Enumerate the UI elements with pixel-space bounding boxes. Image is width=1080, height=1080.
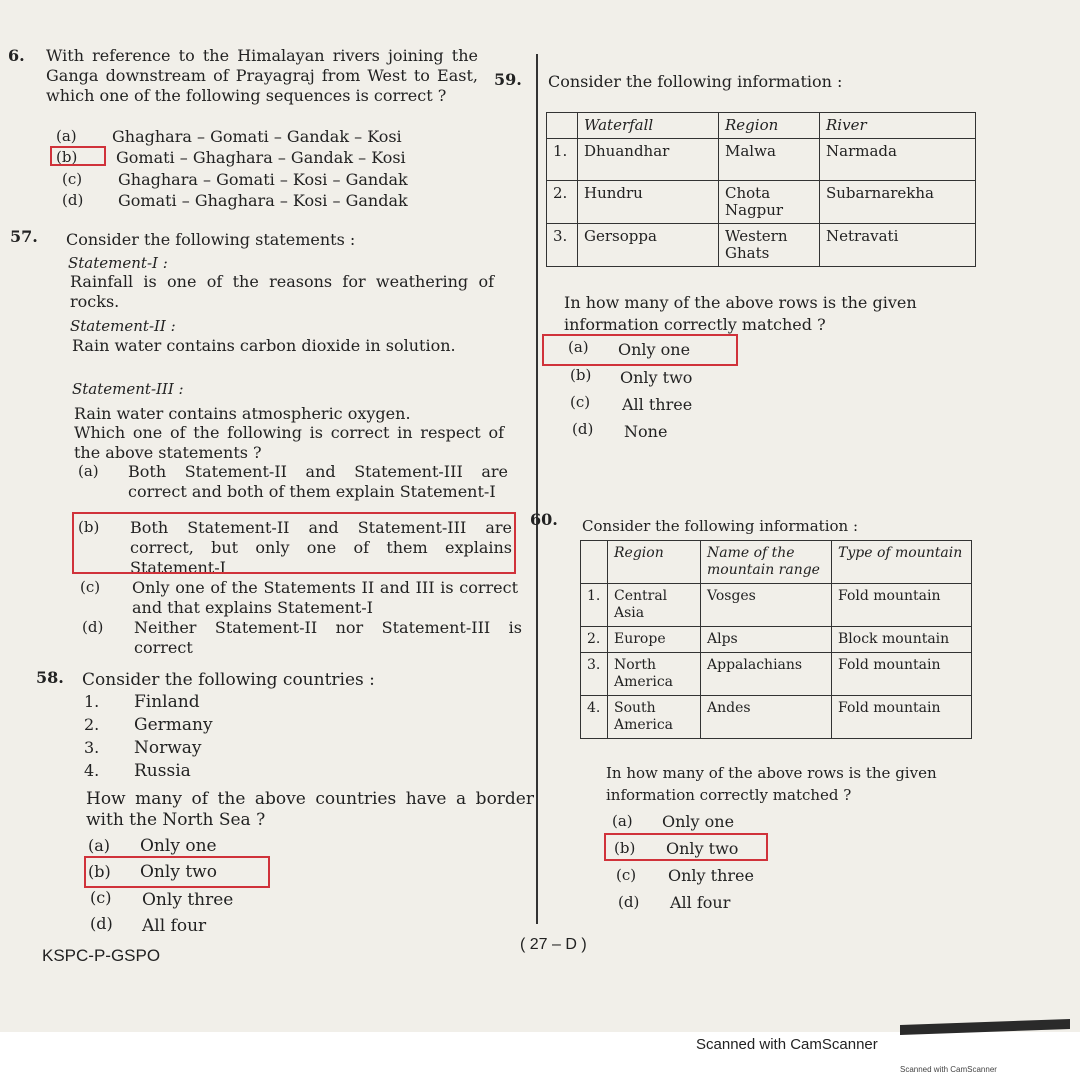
q57-option-b-text: Both Statement-II and Statement-III are correct, but only one of them explains Statement-I <box>130 518 512 577</box>
q60-option-b-label: (b) <box>614 839 636 857</box>
q60-row-3-number: 3. <box>581 653 608 696</box>
q59-row-2-river: Subarnarekha <box>820 181 976 224</box>
page-number: ( 27 – D ) <box>520 936 587 953</box>
q60-table-header-row <box>581 541 972 584</box>
q57-statement1-heading: Statement-I : <box>68 254 168 272</box>
q59-row-3-waterfall: Gersoppa <box>578 224 719 267</box>
q59-row-3-region: Western Ghats <box>719 224 820 267</box>
q59-option-a-text: Only one <box>618 340 691 359</box>
q60-row-3-type: Fold mountain <box>832 653 972 696</box>
q57-number: 57. <box>10 227 38 246</box>
q58-answer-box <box>84 856 270 888</box>
q60-row-2-region: Europe <box>608 627 701 653</box>
q57-option-d-label: (d) <box>82 618 104 636</box>
q59-table <box>546 112 976 267</box>
q60-row-2-range: Alps <box>701 627 832 653</box>
q60-intro: Consider the following information : <box>582 517 859 535</box>
q60-row-1-range: Vosges <box>701 584 832 627</box>
q59-row-3-river: Netravati <box>820 224 976 267</box>
q58-option-b-text: Only two <box>140 862 217 882</box>
q58-country-2: Germany <box>134 715 213 735</box>
q60-option-a-text: Only one <box>662 812 735 831</box>
q58-country-1: Finland <box>134 692 200 712</box>
q57-answer-box <box>72 512 516 574</box>
table-row <box>581 653 972 696</box>
q59-intro: Consider the following information : <box>548 72 843 91</box>
q56-option-a-text: Ghaghara – Gomati – Gandak – Kosi <box>112 127 402 146</box>
q59-table-corner <box>547 113 578 139</box>
q58-number: 58. <box>36 668 64 687</box>
q57-option-d-text: Neither Statement-II nor Statement-III is correct <box>134 618 522 657</box>
q60-row-4-range: Andes <box>701 696 832 739</box>
q60-header-range: Name of the mountain range <box>701 541 832 584</box>
q58-country-3-number: 3. <box>84 738 100 757</box>
q60-option-b-text: Only two <box>666 839 739 858</box>
q58-option-b-label: (b) <box>88 862 111 881</box>
q58-intro: Consider the following countries : <box>82 670 375 690</box>
table-row <box>581 584 972 627</box>
q59-row-2-waterfall: Hundru <box>578 181 719 224</box>
q60-question: In how many of the above rows is the given information correctly matched ? <box>606 764 937 804</box>
column-divider <box>536 54 538 924</box>
q58-option-d-label: (d) <box>90 914 113 933</box>
q58-option-a-label: (a) <box>88 836 111 855</box>
q58-country-1-number: 1. <box>84 692 100 711</box>
q59-header-region: Region <box>719 113 820 139</box>
q57-option-b-label: (b) <box>78 518 100 536</box>
scanner-watermark-small: Scanned with CamScanner <box>900 1065 997 1074</box>
q59-number: 59. <box>494 70 522 89</box>
q59-option-d-text: None <box>624 422 668 441</box>
q57-statement2-heading: Statement-II : <box>70 317 176 335</box>
q56-option-d-label: (d) <box>62 191 84 209</box>
q57-option-c-text: Only one of the Statements II and III is correct and that explains Statement-I <box>132 578 518 617</box>
q58-country-3: Norway <box>134 738 202 758</box>
q59-row-1-region: Malwa <box>719 139 820 181</box>
table-row <box>547 224 976 267</box>
q56-option-a-label: (a) <box>56 127 77 145</box>
q57-option-a-text: Both Statement-II and Statement-III are correct and both of them explain Statement-I <box>128 462 508 501</box>
q58-country-4: Russia <box>134 761 191 781</box>
q59-option-c-text: All three <box>622 395 693 414</box>
q60-row-4-region: South America <box>608 696 701 739</box>
q60-row-3-range: Appalachians <box>701 653 832 696</box>
q60-option-c-label: (c) <box>616 866 637 884</box>
q58-country-2-number: 2. <box>84 715 100 734</box>
q56-option-c-text: Ghaghara – Gomati – Kosi – Gandak <box>118 170 408 189</box>
table-row <box>547 181 976 224</box>
table-row <box>581 627 972 653</box>
q59-row-2-number: 2. <box>547 181 578 224</box>
q60-option-d-text: All four <box>670 893 731 912</box>
q57-statement3-heading: Statement-III : <box>72 380 184 398</box>
q60-row-3-region: North America <box>608 653 701 696</box>
table-row <box>581 696 972 739</box>
q59-row-2-region: Chota Nagpur <box>719 181 820 224</box>
q60-row-1-region: Central Asia <box>608 584 701 627</box>
q57-option-a-label: (a) <box>78 462 99 480</box>
q60-row-1-type: Fold mountain <box>832 584 972 627</box>
q60-row-2-number: 2. <box>581 627 608 653</box>
q56-option-b-text: Gomati – Ghaghara – Gandak – Kosi <box>116 148 406 167</box>
q59-header-river: River <box>820 113 976 139</box>
q56-option-c-label: (c) <box>62 170 83 188</box>
q60-row-4-number: 4. <box>581 696 608 739</box>
q57-option-c-label: (c) <box>80 578 101 596</box>
q59-row-1-waterfall: Dhuandhar <box>578 139 719 181</box>
q60-header-type: Type of mountain <box>832 541 972 584</box>
q59-option-b-text: Only two <box>620 368 693 387</box>
q60-row-4-type: Fold mountain <box>832 696 972 739</box>
q59-header-waterfall: Waterfall <box>578 113 719 139</box>
q59-option-b-label: (b) <box>570 366 592 384</box>
q56-option-d-text: Gomati – Ghaghara – Kosi – Gandak <box>118 191 408 210</box>
q59-row-3-number: 3. <box>547 224 578 267</box>
scanner-watermark: Scanned with CamScanner <box>696 1036 878 1053</box>
q59-question: In how many of the above rows is the given information correctly matched ? <box>564 293 917 334</box>
page-edge-shadow <box>900 1019 1070 1035</box>
q56-number: 6. <box>8 46 25 65</box>
q60-option-d-label: (d) <box>618 893 640 911</box>
q58-option-d-text: All four <box>142 916 207 936</box>
q57-statement2-text: Rain water contains carbon dioxide in solution. <box>72 336 456 355</box>
q59-option-a-label: (a) <box>568 338 589 356</box>
paper-code: KSPC-P-GSPO <box>42 946 161 965</box>
q60-option-a-label: (a) <box>612 812 633 830</box>
q56-option-b-label: (b) <box>56 148 78 166</box>
q59-option-c-label: (c) <box>570 393 591 411</box>
q59-option-d-label: (d) <box>572 420 594 438</box>
q56-answer-box <box>50 146 106 166</box>
q59-row-1-river: Narmada <box>820 139 976 181</box>
q60-row-1-number: 1. <box>581 584 608 627</box>
q60-number: 60. <box>530 510 558 529</box>
q58-question: How many of the above countries have a border with the North Sea ? <box>86 789 534 830</box>
q60-table-corner <box>581 541 608 584</box>
q58-country-4-number: 4. <box>84 761 100 780</box>
q59-answer-box <box>542 334 738 366</box>
q57-statement1-text: Rainfall is one of the reasons for weathering of rocks. <box>70 272 494 311</box>
q57-statement3-text: Rain water contains atmospheric oxygen. <box>74 404 411 423</box>
q58-option-c-text: Only three <box>142 890 234 910</box>
q59-row-1-number: 1. <box>547 139 578 181</box>
q58-option-a-text: Only one <box>140 836 217 856</box>
q60-option-c-text: Only three <box>668 866 754 885</box>
q57-intro: Consider the following statements : <box>66 230 356 249</box>
q60-table <box>580 540 972 739</box>
q56-text: With reference to the Himalayan rivers joining the Ganga downstream of Prayagraj from West to East, which one of the following sequences is correct ? <box>46 46 478 105</box>
q59-table-header-row <box>547 113 976 139</box>
q60-header-region: Region <box>608 541 701 584</box>
q57-question: Which one of the following is correct in respect of the above statements ? <box>74 423 504 462</box>
q60-answer-box <box>604 833 768 861</box>
q58-option-c-label: (c) <box>90 888 112 907</box>
q60-row-2-type: Block mountain <box>832 627 972 653</box>
table-row <box>547 139 976 181</box>
